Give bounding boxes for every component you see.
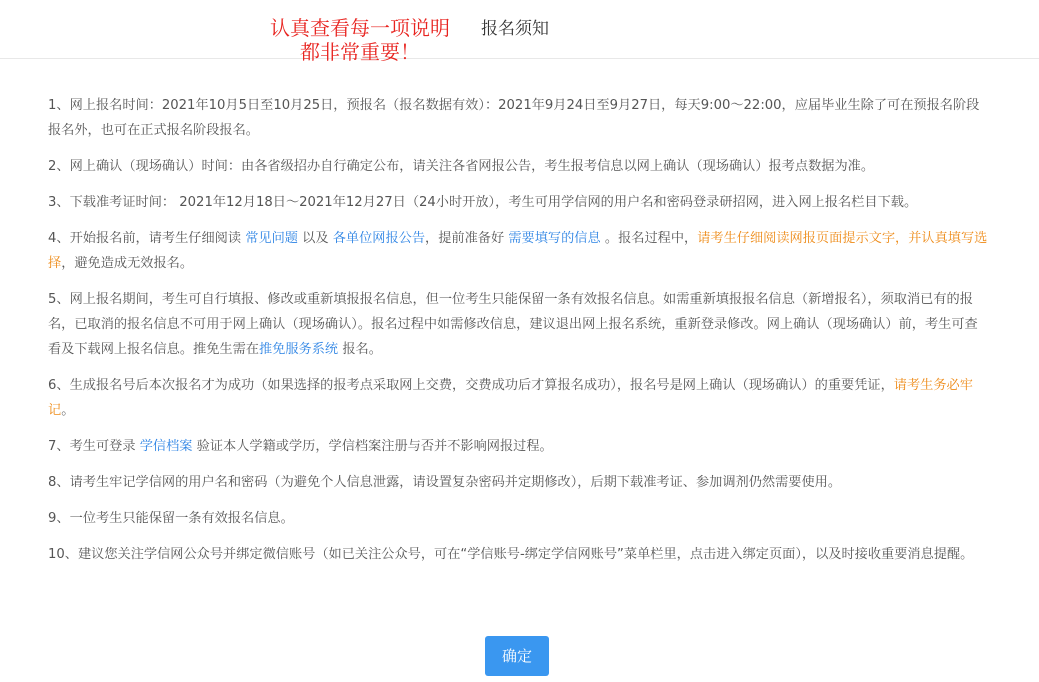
- notice-text: 6、生成报名号后本次报名才为成功（如果选择的报考点采取网上交费，交费成功后才算报名成功），报名号是网上确认（现场确认）的重要凭证，: [48, 378, 894, 393]
- exemption-system-link[interactable]: 推免服务系统: [259, 342, 339, 357]
- notice-list: [48, 93, 988, 578]
- notice-item-4: [48, 226, 988, 276]
- faq-link[interactable]: 常见问题: [245, 231, 298, 246]
- handwritten-annotation: [262, 16, 458, 64]
- notice-text: 5、网上报名期间，考生可自行填报、修改或重新填报报名信息，但一位考生只能保留一条有效报名信息。如需重新填报报名信息（新增报名），须取消已有的报名，已取消的报名信息不可用于网上确认（现场确认）。报名过程中如需修改信息，建议退出网上报名系统，重新登录修改。网上确认（现场确认）前，考生可查看及下载网上报名信息。推免生需在: [48, 292, 978, 357]
- required-info-link[interactable]: 需要填写的信息: [508, 231, 601, 246]
- notice-text: ，避免造成无效报名。: [61, 256, 194, 271]
- xuexin-archive-link[interactable]: 学信档案: [139, 439, 193, 454]
- warning-text: 请考生仔细阅读网报页面提示文字，并认真填写选择: [48, 231, 988, 271]
- annotation-line-2: 都非常重要！: [300, 40, 420, 64]
- notice-item-1: 1、网上报名时间：2021年10月5日至10月25日，预报名（报名数据有效）：2021年9月24日至9月27日，每天9:00～22:00，应届毕业生除了可在预报名阶段报名外，也可在正式报名阶段报名。: [48, 98, 980, 138]
- dialog-title: 报名须知: [481, 19, 549, 39]
- notice-text: 以及: [297, 231, 333, 246]
- notice-text: 报名。: [338, 342, 382, 357]
- notice-text: 。报名过程中，: [600, 231, 698, 246]
- notice-item-3: 3、下载准考证时间： 2021年12月18日～2021年12月27日（24小时开放），考生可用学信网的用户名和密码登录研招网，进入网上报名栏目下载。: [48, 195, 918, 210]
- notice-item-7: [48, 434, 988, 459]
- warning-text: 请考生务必牢记: [48, 378, 973, 418]
- notice-text: 4、开始报名前，请考生仔细阅读: [48, 231, 246, 246]
- notice-item-10: 10、建议您关注学信网公众号并绑定微信账号（如已关注公众号，可在“学信账号-绑定学信网账号”菜单栏里，点击进入绑定页面），以及时接收重要消息提醒。: [48, 547, 974, 562]
- notice-item-2: 2、网上确认（现场确认）时间：由各省级招办自行确定公布，请关注各省网报公告，考生报考信息以网上确认（现场确认）报考点数据为准。: [48, 159, 875, 174]
- dialog-header: [0, 0, 1039, 64]
- notice-item-9: 9、一位考生只能保留一条有效报名信息。: [48, 511, 294, 526]
- notice-text: 验证本人学籍或学历，学信档案注册与否并不影响网报过程。: [192, 439, 553, 454]
- notice-item-8: 8、请考生牢记学信网的用户名和密码（为避免个人信息泄露，请设置复杂密码并定期修改），后期下载准考证、参加调剂仍然需要使用。: [48, 475, 842, 490]
- notice-text: 。: [61, 403, 75, 418]
- notice-text: ，提前准备好: [425, 231, 509, 246]
- confirm-button[interactable]: 确定: [485, 636, 549, 676]
- unit-announcements-link[interactable]: 各单位网报公告: [332, 231, 426, 246]
- notice-text: 7、考生可登录: [48, 439, 140, 454]
- annotation-line-1: 认真查看每一项说明: [270, 16, 450, 40]
- notice-item-5: [48, 287, 988, 362]
- notice-item-6: [48, 373, 988, 423]
